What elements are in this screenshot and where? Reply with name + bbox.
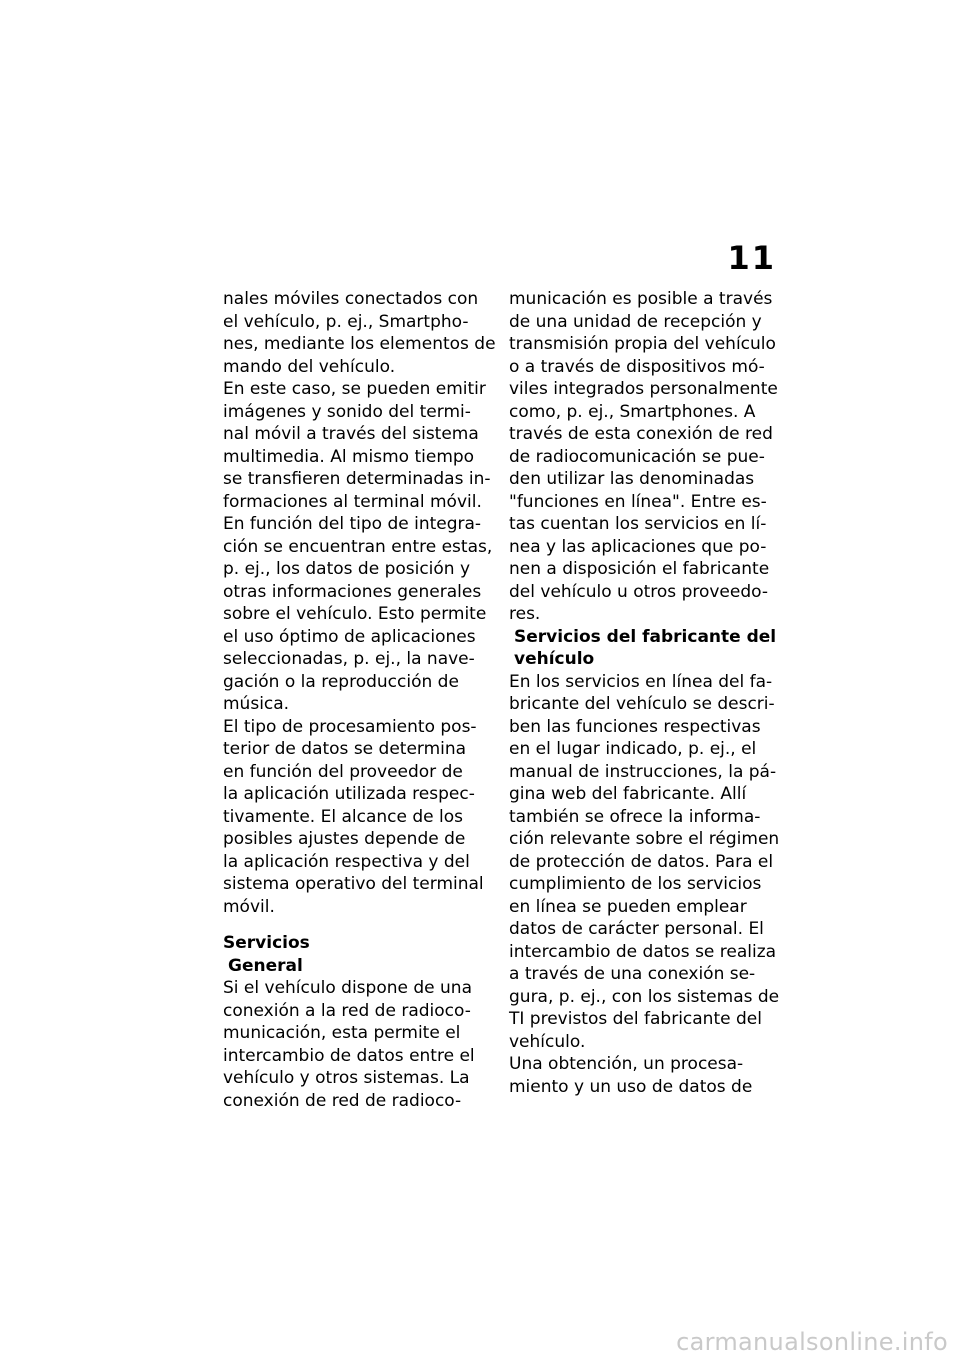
text-line: en función del proveedor de xyxy=(223,761,463,782)
text-line: ción relevante sobre el régimen xyxy=(509,829,780,849)
text-line: conexión a la red de radioco- xyxy=(223,1000,471,1021)
text-line: cumplimiento de los servicios xyxy=(509,874,762,894)
paragraph xyxy=(223,716,493,919)
page-number: 11 xyxy=(727,239,776,277)
text-line: de una unidad de recepción y xyxy=(509,311,762,332)
text-line: res. xyxy=(509,604,541,624)
text-line: En función del tipo de integra- xyxy=(223,514,482,534)
text-line: El tipo de procesamiento pos- xyxy=(223,716,477,737)
paragraph xyxy=(223,977,493,1112)
text-line: viles integrados personalmente xyxy=(509,379,778,399)
section-heading-servicios: Servicios xyxy=(223,933,310,953)
text-line: mando del vehículo. xyxy=(223,356,396,377)
text-line: intercambio de datos entre el xyxy=(223,1045,475,1066)
text-line: como, p. ej., Smartphones. A xyxy=(509,401,756,422)
text-line: municación es posible a través xyxy=(509,289,773,309)
text-line: o a través de dispositivos mó- xyxy=(509,356,765,377)
text-line: de radiocomunicación se pue- xyxy=(509,446,765,467)
text-line: el uso óptimo de aplicaciones xyxy=(223,626,476,647)
watermark: carmanualsonline.info xyxy=(676,1328,948,1356)
text-line: seleccionadas, p. ej., la nave- xyxy=(223,649,475,669)
text-line: tivamente. El alcance de los xyxy=(223,806,463,827)
text-line: la aplicación utilizada respec- xyxy=(223,784,475,804)
text-line: vehículo. xyxy=(509,1031,586,1052)
text-line: sistema operativo del terminal xyxy=(223,874,484,894)
text-line: den utilizar las denominadas xyxy=(509,469,755,489)
paragraph xyxy=(223,513,493,716)
text-line: de protección de datos. Para el xyxy=(509,851,774,872)
text-line: en el lugar indicado, p. ej., el xyxy=(509,739,757,759)
text-line: intercambio de datos se realiza xyxy=(509,941,777,962)
text-line: transmisión propia del vehículo xyxy=(509,334,776,354)
text-line: imágenes y sonido del termi- xyxy=(223,401,471,422)
paragraph xyxy=(223,288,496,378)
text-line: p. ej., los datos de posición y xyxy=(223,559,471,579)
text-line: ben las funciones respectivas xyxy=(509,716,761,737)
text-line: posibles ajustes depende de xyxy=(223,829,466,849)
subheading-general: General xyxy=(228,955,303,976)
text-line: En los servicios en línea del fa- xyxy=(509,671,773,692)
text-line: vehículo y otros sistemas. La xyxy=(223,1068,470,1088)
text-line: Una obtención, un procesa- xyxy=(509,1054,744,1074)
text-line: miento y un uso de datos de xyxy=(509,1076,753,1097)
text-line: Servicios del fabricante del xyxy=(514,626,777,647)
text-line: la aplicación respectiva y del xyxy=(223,851,470,872)
paragraph xyxy=(223,378,493,513)
text-line: "funciones en línea". Entre es- xyxy=(509,491,767,512)
paragraph xyxy=(509,1053,779,1098)
text-line: móvil. xyxy=(223,896,275,917)
text-line: música. xyxy=(223,694,290,714)
text-line: otras informaciones generales xyxy=(223,581,482,602)
text-line: terior de datos se determina xyxy=(223,739,467,759)
text-line: conexión de red de radioco- xyxy=(223,1090,462,1111)
text-line: datos de carácter personal. El xyxy=(509,919,764,939)
text-line: nales móviles conectados con xyxy=(223,289,479,309)
paragraph xyxy=(509,288,779,626)
text-line: también se ofrece la informa- xyxy=(509,806,761,827)
text-line: formaciones al terminal móvil. xyxy=(223,491,482,512)
text-line: municación, esta permite el xyxy=(223,1023,461,1043)
text-line: bricante del vehículo se descri- xyxy=(509,694,775,714)
text-line: a través de una conexión se- xyxy=(509,964,756,984)
text-line: manual de instrucciones, la pá- xyxy=(509,761,777,782)
text-line: nea y las aplicaciones que po- xyxy=(509,536,767,557)
text-line: el vehículo, p. ej., Smartpho- xyxy=(223,311,469,332)
text-line: multimedia. Al mismo tiempo xyxy=(223,446,475,467)
text-line: gina web del fabricante. Allí xyxy=(509,784,747,804)
text-line: sobre el vehículo. Esto permite xyxy=(223,604,487,624)
text-line: en línea se pueden emplear xyxy=(509,896,747,917)
paragraph xyxy=(509,671,779,1054)
subheading-servicios-fabricante xyxy=(509,626,779,671)
text-line: del vehículo u otros proveedo- xyxy=(509,581,768,602)
text-line: se transfieren determinadas in- xyxy=(223,469,491,489)
text-line: nal móvil a través del sistema xyxy=(223,424,479,444)
text-line: TI previstos del fabricante del xyxy=(509,1009,762,1029)
text-line: nen a disposición el fabricante xyxy=(509,559,770,579)
left-column xyxy=(223,288,496,1112)
text-line: Si el vehículo dispone de una xyxy=(223,978,472,998)
text-line: ción se encuentran entre estas, xyxy=(223,536,493,557)
text-line: gura, p. ej., con los sistemas de xyxy=(509,986,780,1007)
text-line: nes, mediante los elementos de xyxy=(223,334,496,354)
text-line: través de esta conexión de red xyxy=(509,424,773,444)
text-line: tas cuentan los servicios en lí- xyxy=(509,514,767,534)
right-column xyxy=(509,288,779,1098)
text-line: vehículo xyxy=(514,649,595,669)
text-line: En este caso, se pueden emitir xyxy=(223,379,486,399)
text-line: gación o la reproducción de xyxy=(223,671,459,692)
